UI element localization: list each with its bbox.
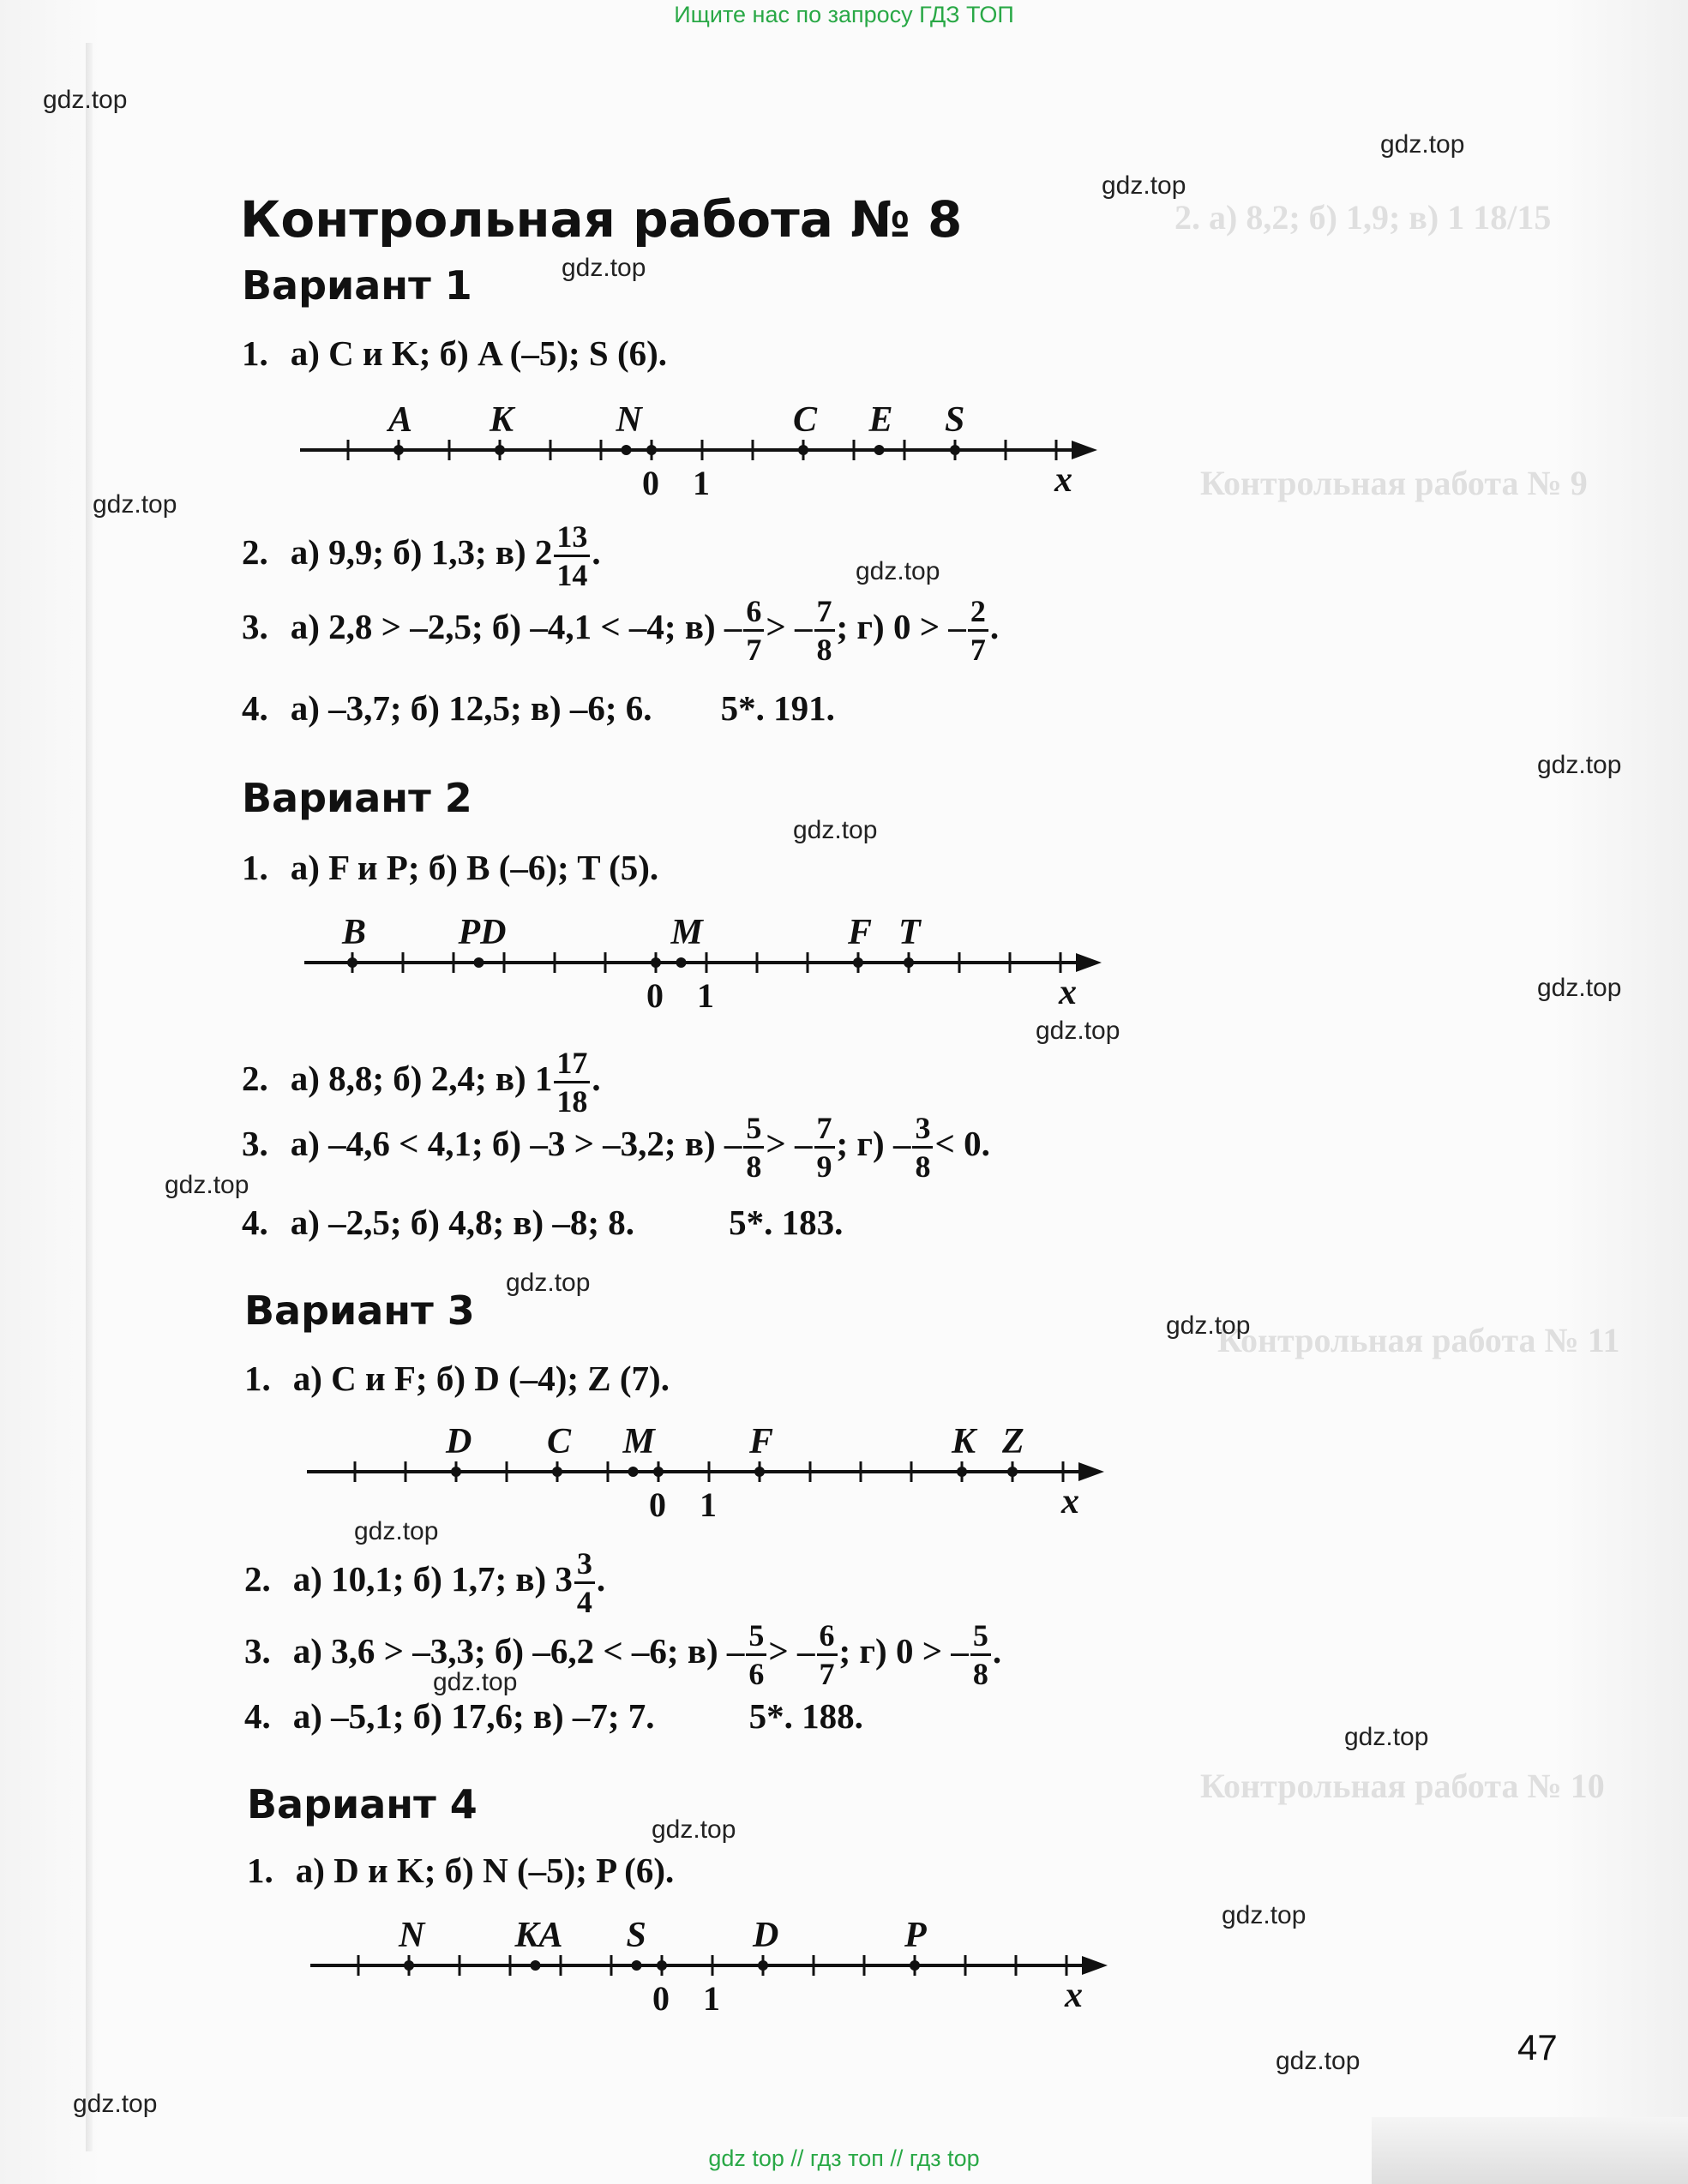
- point-label: P: [904, 1916, 927, 1955]
- answer-3: 3. а) 3,6 > –3,3; б) –6,2 < –6; в) – $\frac{5}{6}$ > – $\frac{6}{7}$ ; г) 0 > – $\frac{5}{8}$ .: [244, 1618, 1002, 1691]
- watermark: gdz.top: [793, 816, 878, 844]
- point-label: A: [388, 400, 413, 440]
- axis-name: x: [1054, 460, 1072, 500]
- variant-heading: Вариант 2: [242, 775, 472, 821]
- point: [798, 445, 808, 455]
- answer-2: 2. а) 8,8; б) 2,4; в) 1 $\frac{17}{18}$ .: [242, 1046, 601, 1119]
- point: [754, 1467, 765, 1477]
- axis-name: x: [1061, 1482, 1079, 1521]
- variant-heading: Вариант 1: [242, 262, 472, 309]
- zero-label: 0: [649, 1485, 666, 1524]
- axis-name: x: [1059, 973, 1077, 1012]
- point: [910, 1960, 920, 1971]
- number-line: [304, 907, 1093, 1018]
- point: [632, 1960, 642, 1971]
- one-label: 1: [693, 464, 710, 502]
- variant-heading: Вариант 4: [247, 1781, 478, 1827]
- watermark: gdz.top: [1036, 1017, 1120, 1045]
- one-label: 1: [697, 976, 714, 1015]
- zero-label: 0: [646, 976, 664, 1015]
- fraction: $\frac{3}{8}$: [912, 1113, 933, 1182]
- point-label: B: [342, 913, 367, 952]
- point: [531, 1960, 541, 1971]
- point: [904, 957, 914, 968]
- number-line: [300, 394, 1089, 506]
- axis-name: x: [1065, 1976, 1083, 2015]
- answer-4: 4. а) –3,7; б) 12,5; в) –6; 6. 5*. 191.: [242, 688, 835, 728]
- zero-label: 0: [652, 1979, 670, 2018]
- point: [1007, 1467, 1018, 1477]
- origin-point: [651, 957, 661, 968]
- fraction: $\frac{13}{14}$: [554, 521, 590, 591]
- watermark: gdz.top: [165, 1171, 249, 1199]
- point: [676, 957, 687, 968]
- answer-4: 4. а) –5,1; б) 17,6; в) –7; 7. 5*. 188.: [244, 1696, 863, 1736]
- fraction: $\frac{5}{6}$: [746, 1620, 766, 1689]
- fraction: $\frac{7}{8}$: [814, 596, 835, 665]
- point: [474, 957, 484, 968]
- point: [874, 445, 885, 455]
- point-label: F: [749, 1422, 774, 1461]
- point: [950, 445, 960, 455]
- point: [347, 957, 357, 968]
- watermark: gdz.top: [1102, 171, 1186, 200]
- point: [495, 445, 505, 455]
- answer-4: 4. а) –2,5; б) 4,8; в) –8; 8. 5*. 183.: [242, 1203, 844, 1242]
- point-label: K: [952, 1422, 976, 1461]
- one-label: 1: [703, 1979, 720, 2018]
- point: [758, 1960, 768, 1971]
- zero-label: 0: [642, 464, 659, 502]
- point-label: N: [399, 1916, 425, 1955]
- number-line: [307, 1416, 1096, 1527]
- page-title: Контрольная работа № 8: [240, 190, 963, 249]
- watermark: gdz.top: [506, 1269, 591, 1297]
- origin-point: [646, 445, 657, 455]
- point-label: E: [868, 400, 893, 440]
- point-label: K: [490, 400, 514, 440]
- watermark: gdz.top: [1166, 1311, 1251, 1340]
- bottom-banner[interactable]: gdz top // гдз топ // гдз top: [708, 2145, 980, 2171]
- point: [451, 1467, 461, 1477]
- watermark: gdz.top: [1222, 1901, 1307, 1929]
- point-label: C: [793, 400, 818, 440]
- watermark: gdz.top: [354, 1517, 439, 1545]
- fraction: $\frac{3}{4}$: [574, 1548, 595, 1617]
- watermark: gdz.top: [1344, 1723, 1429, 1751]
- one-label: 1: [700, 1485, 717, 1524]
- point-label: KA: [514, 1916, 563, 1955]
- point-label: Z: [1002, 1422, 1024, 1461]
- watermark: gdz.top: [856, 557, 940, 585]
- watermark: gdz.top: [1276, 2047, 1361, 2075]
- fraction: $\frac{5}{8}$: [970, 1620, 991, 1689]
- fraction: $\frac{2}{7}$: [968, 596, 988, 665]
- number-line: [310, 1910, 1099, 2021]
- origin-point: [657, 1960, 667, 1971]
- point-label: N: [616, 400, 642, 440]
- answer-2: 2. а) 9,9; б) 1,3; в) 2 $\frac{13}{14}$ .: [242, 519, 601, 592]
- point-label: T: [898, 913, 921, 952]
- answer-1: 1. а) D и K; б) N (–5); P (6).: [247, 1851, 675, 1890]
- point-label: C: [547, 1422, 572, 1461]
- watermark: gdz.top: [43, 86, 128, 114]
- show-through-text: Контрольная работа № 9: [1200, 464, 1588, 502]
- fraction: $\frac{5}{8}$: [743, 1113, 764, 1182]
- watermark: gdz.top: [1537, 751, 1622, 779]
- point-label: F: [848, 913, 873, 952]
- point: [628, 1467, 639, 1477]
- point-label: S: [945, 400, 965, 440]
- page-number: 47: [1517, 2027, 1558, 2067]
- point-label: M: [622, 1422, 655, 1461]
- watermark: gdz.top: [1380, 130, 1465, 159]
- point: [393, 445, 404, 455]
- answer-1: 1. а) C и F; б) D (–4); Z (7).: [244, 1359, 670, 1398]
- show-through-text: Контрольная работа № 10: [1200, 1767, 1605, 1805]
- answer-3: 3. а) –4,6 < 4,1; б) –3 > –3,2; в) – $\frac{5}{8}$ > – $\frac{7}{9}$ ; г) – $\frac{3}{8}$ < 0.: [242, 1111, 990, 1184]
- point: [622, 445, 632, 455]
- show-through-text: Контрольная работа № 11: [1217, 1321, 1620, 1359]
- watermark: gdz.top: [73, 2090, 158, 2118]
- variant-heading: Вариант 3: [244, 1287, 475, 1334]
- watermark: gdz.top: [1537, 974, 1622, 1002]
- book-gutter: [86, 43, 93, 2151]
- fraction: $\frac{7}{9}$: [814, 1113, 835, 1182]
- point-label: S: [626, 1916, 646, 1955]
- origin-point: [653, 1467, 664, 1477]
- point-label: PD: [458, 913, 507, 952]
- watermark: gdz.top: [93, 490, 177, 519]
- answer-3: 3. а) 2,8 > –2,5; б) –4,1 < –4; в) – $\frac{6}{7}$ > – $\frac{7}{8}$ ; г) 0 > – $\frac{2}{7}$ .: [242, 594, 1000, 667]
- watermark: gdz.top: [652, 1815, 736, 1844]
- fraction: $\frac{17}{18}$: [554, 1047, 590, 1117]
- point: [853, 957, 863, 968]
- answer-2: 2. а) 10,1; б) 1,7; в) 3 $\frac{3}{4}$ .: [244, 1546, 606, 1619]
- watermark: gdz.top: [562, 254, 646, 282]
- show-through-text: 2. а) 8,2; б) 1,9; в) 1 18/15: [1174, 198, 1552, 237]
- fraction: $\frac{6}{7}$: [817, 1620, 838, 1689]
- fraction: $\frac{6}{7}$: [743, 596, 764, 665]
- point: [552, 1467, 562, 1477]
- point: [957, 1467, 967, 1477]
- watermark: gdz.top: [433, 1668, 518, 1696]
- point: [404, 1960, 414, 1971]
- answer-1: 1. а) F и P; б) B (–6); T (5).: [242, 848, 659, 887]
- point-label: D: [753, 1916, 779, 1955]
- answer-1: 1. а) C и K; б) A (–5); S (6).: [242, 333, 667, 373]
- point-label: M: [670, 913, 703, 952]
- point-label: D: [446, 1422, 472, 1461]
- top-banner[interactable]: Ищите нас по запросу ГДЗ ТОП: [674, 2, 1014, 27]
